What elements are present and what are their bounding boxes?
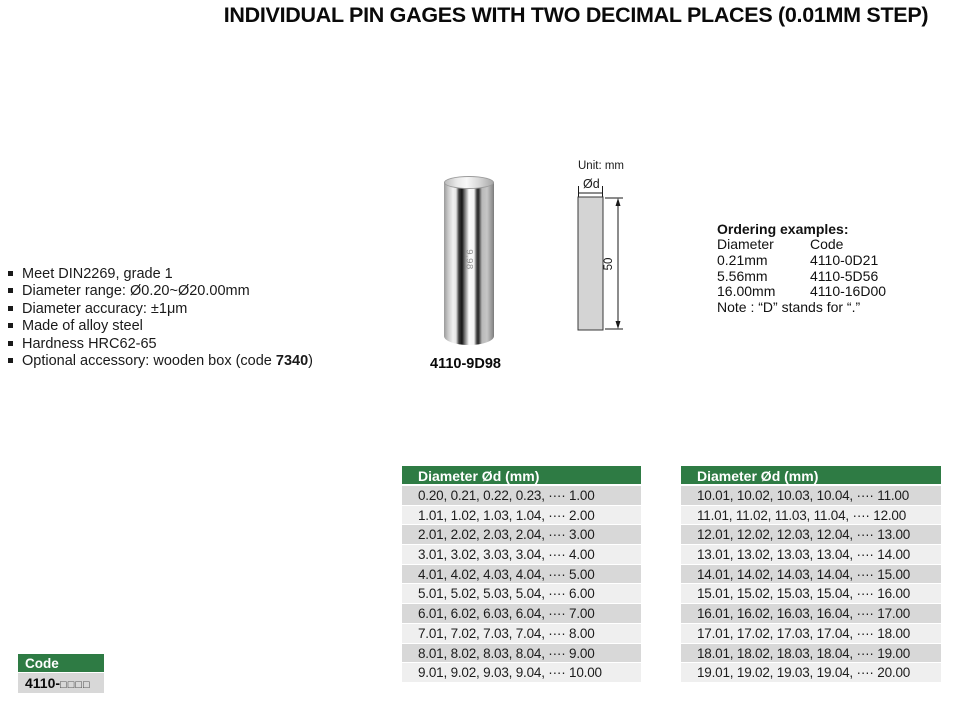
table-row: 5.01, 5.02, 5.03, 5.04, ···· 6.00 <box>402 584 641 604</box>
ordering-col-diameter: Diameter <box>717 236 774 252</box>
ordering-diameter-value: 0.21mm <box>717 251 768 268</box>
table-row: 10.01, 10.02, 10.03, 10.04, ···· 11.00 <box>681 486 941 506</box>
ordering-code-value: 4110-0D21 <box>810 251 879 268</box>
code-placeholder-boxes: □□□□ <box>60 679 91 691</box>
diameter-table-right <box>681 466 941 683</box>
table-row: 4.01, 4.02, 4.03, 4.04, ···· 5.00 <box>402 565 641 585</box>
feature-item: Optional accessory: wooden box (code 7340) <box>8 353 398 370</box>
pin-gage-image <box>444 176 494 346</box>
diameter-dim-label: Ød <box>583 177 600 191</box>
table-row: 8.01, 8.02, 8.03, 8.04, ···· 9.00 <box>402 644 641 664</box>
code-box-header: Code <box>18 654 104 673</box>
drawing-rect <box>578 197 603 330</box>
table-row: 6.01, 6.02, 6.03, 6.04, ···· 7.00 <box>402 604 641 624</box>
ordering-diameter-value: 5.56mm <box>717 267 768 284</box>
height-dim-label: 50 <box>603 257 615 271</box>
bullet-square-icon <box>8 341 13 346</box>
bullet-square-icon <box>8 271 13 276</box>
bullet-square-icon <box>8 358 13 363</box>
bullet-square-icon <box>8 323 13 328</box>
table-row: 13.01, 13.02, 13.03, 13.04, ···· 14.00 <box>681 545 941 565</box>
table-row: 1.01, 1.02, 1.03, 1.04, ···· 2.00 <box>402 506 641 526</box>
ordering-code-value: 4110-16D00 <box>810 283 887 300</box>
table-header: Diameter Ød (mm) <box>681 466 941 486</box>
ordering-code-value: 4110-5D56 <box>810 267 879 284</box>
bullet-square-icon <box>8 306 13 311</box>
code-box <box>18 654 104 693</box>
product-code-label: 4110-9D98 <box>430 356 501 372</box>
table-row: 16.01, 16.02, 16.03, 16.04, ···· 17.00 <box>681 604 941 624</box>
table-rows <box>402 486 641 683</box>
code-box-value <box>18 673 104 693</box>
table-row: 7.01, 7.02, 7.03, 7.04, ···· 8.00 <box>402 624 641 644</box>
table-row: 9.01, 9.02, 9.03, 9.04, ···· 10.00 <box>402 663 641 683</box>
feature-item: Diameter range: Ø0.20~Ø20.00mm <box>8 283 398 300</box>
dimension-drawing <box>560 152 655 342</box>
table-rows <box>681 486 941 683</box>
table-row: 14.01, 14.02, 14.03, 14.04, ···· 15.00 <box>681 565 941 585</box>
feature-item: Made of alloy steel <box>8 318 398 335</box>
ordering-table <box>717 237 957 300</box>
table-row: 18.01, 18.02, 18.03, 18.04, ···· 19.00 <box>681 644 941 664</box>
table-row: 19.01, 19.02, 19.03, 19.04, ···· 20.00 <box>681 663 941 683</box>
arrow-up-icon <box>616 198 621 206</box>
arrow-down-icon <box>616 321 621 329</box>
ordering-col-code: Code <box>810 236 844 252</box>
feature-item: Meet DIN2269, grade 1 <box>8 266 398 283</box>
table-row: 2.01, 2.02, 2.03, 2.04, ···· 3.00 <box>402 525 641 545</box>
unit-label: Unit: mm <box>578 160 624 172</box>
table-row: 0.20, 0.21, 0.22, 0.23, ···· 1.00 <box>402 486 641 506</box>
diameter-table-left <box>402 466 641 683</box>
pin-engraving: 9.98 <box>463 249 475 270</box>
feature-item: Diameter accuracy: ±1μm <box>8 301 398 318</box>
ordering-diameter-value: 16.00mm <box>717 283 776 300</box>
table-row: 15.01, 15.02, 15.03, 15.04, ···· 16.00 <box>681 584 941 604</box>
bullet-square-icon <box>8 288 13 293</box>
table-row: 3.01, 3.02, 3.03, 3.04, ···· 4.00 <box>402 545 641 565</box>
page-title: INDIVIDUAL PIN GAGES WITH TWO DECIMAL PLACES (0.01MM STEP) <box>223 3 929 27</box>
code-prefix: 4110- <box>25 675 61 691</box>
table-header: Diameter Ød (mm) <box>402 466 641 486</box>
table-row: 12.01, 12.02, 12.03, 12.04, ···· 13.00 <box>681 525 941 545</box>
ordering-note: Note : “D” stands for “.” <box>717 299 861 316</box>
ordering-title: Ordering examples: <box>717 221 849 237</box>
feature-list <box>8 266 398 370</box>
pin-top-face <box>444 176 494 189</box>
ordering-examples <box>717 221 957 316</box>
feature-item: Hardness HRC62-65 <box>8 336 398 353</box>
table-row: 11.01, 11.02, 11.03, 11.04, ···· 12.00 <box>681 506 941 526</box>
table-row: 17.01, 17.02, 17.03, 17.04, ···· 18.00 <box>681 624 941 644</box>
